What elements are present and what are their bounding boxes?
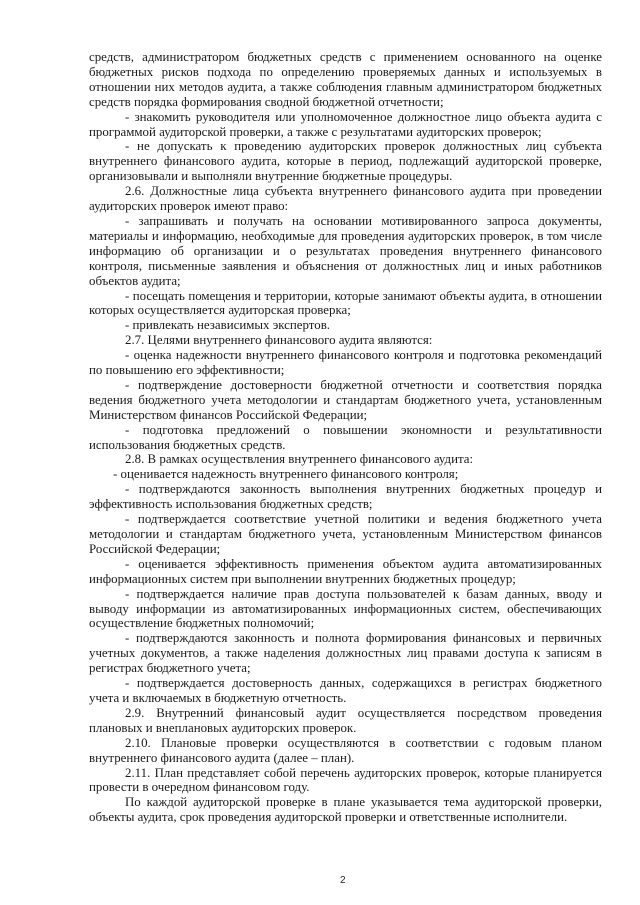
list-item: - оценивается надежность внутреннего финансового контроля; <box>113 467 459 482</box>
list-item: - оценивается эффективность применения объектом аудита автоматизированных информационных систем при выполнении внутренних бюджетных процедур; <box>89 556 602 586</box>
list-item: - подтверждаются законность и полнота формирования финансовых и первичных учетных документов, а также наделения должностных лиц правами доступа к записям в регистрах бюджетного учета; <box>89 631 602 676</box>
paragraph-continuation: средств, администратором бюджетных средств с применением основанного на оценке бюджетных рисков подхода по определению проверяемых данных и используемых в отношении них методов аудита, а также соблюдения главным администратором бюджетных средств порядка формирования сводной бюджетной отчетности; <box>89 50 602 109</box>
list-item: - подтверждается достоверность данных, содержащихся в регистрах бюджетного учета и включаемых в бюджетную отчетность. <box>89 676 602 705</box>
list-item: - запрашивать и получать на основании мотивированного запроса документы, материалы и информацию, необходимые для проведения аудиторских проверок, в том числе информацию об организации и о результатах проведения внутреннего финансового контроля, письменные заявления и объяснения от должностных лиц и иных работников объектов аудита; <box>89 213 602 288</box>
section-paragraph: 2.8. В рамках осуществления внутреннего финансового аудита: <box>125 452 474 467</box>
list-item: - посещать помещения и территории, которые занимают объекты аудита, в отношении которых осуществляется аудиторская проверка; <box>89 288 602 318</box>
section-paragraph: 2.10. Плановые проверки осуществляются в соответствии с годовым планом внутреннего финансового аудита (далее – план). <box>89 735 602 765</box>
list-item: - подтверждаются законность выполнения внутренних бюджетных процедур и эффективность использования бюджетных средств; <box>89 482 602 512</box>
list-item: - подтверждается соответствие учетной политики и ведения бюджетного учета методологии и стандартам бюджетного учета, установленным Министерством финансов Российской Федерации; <box>89 512 602 556</box>
list-item: - подтверждение достоверности бюджетной отчетности и соответствия порядка ведения бюджетного учета методологии и стандартам бюджетного учета, установленным Министерством финансов Российской Федерации; <box>89 377 602 422</box>
list-item: - подготовка предложений о повышении экономности и результативности использования бюджетных средств. <box>89 422 602 452</box>
section-paragraph: 2.9. Внутренний финансовый аудит осуществляется посредством проведения плановых и внеплановых аудиторских проверок. <box>89 705 602 735</box>
list-item: - привлекать независимых экспертов. <box>125 318 331 333</box>
list-item: - не допускать к проведению аудиторских проверок должностных лиц субъекта внутреннего финансового аудита, которые в период, подлежащий аудиторской проверке, организовывали и выполняли внутренние бюджетные процедуры. <box>89 139 602 184</box>
page-number: 2 <box>340 875 346 886</box>
paragraph: По каждой аудиторской проверке в плане указывается тема аудиторской проверки, объекты аудита, срок проведения аудиторской проверки и ответственные исполнители. <box>89 795 602 825</box>
section-paragraph: 2.7. Целями внутреннего финансового аудита являются: <box>125 333 433 348</box>
section-paragraph: 2.6. Должностные лица субъекта внутреннего финансового аудита при проведении аудиторских проверок имеют право: <box>89 184 602 214</box>
list-item: - подтверждается наличие прав доступа пользователей к базам данных, вводу и выводу информации из автоматизированных информационных систем, обеспечивающих осуществление бюджетных полномочий; <box>89 586 602 631</box>
section-paragraph: 2.11. План представляет собой перечень аудиторских проверок, которые планируется провести в очередном финансовом году. <box>89 765 602 795</box>
list-item: - знакомить руководителя или уполномоченное должностное лицо объекта аудита с программой аудиторской проверки, а также с результатами аудиторских проверок; <box>89 109 602 139</box>
body-text <box>89 50 602 825</box>
list-item: - оценка надежности внутреннего финансового контроля и подготовка рекомендаций по повышению его эффективности; <box>89 348 602 378</box>
